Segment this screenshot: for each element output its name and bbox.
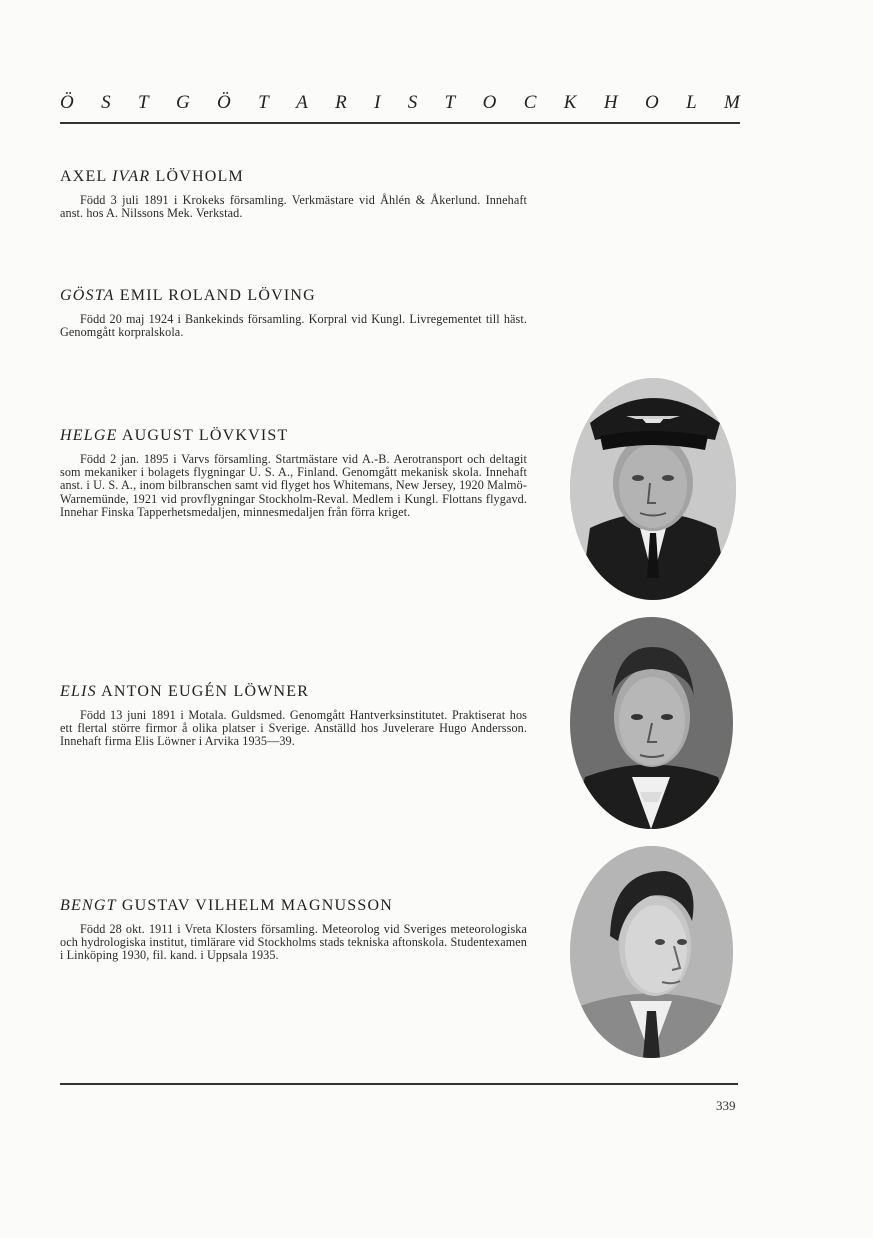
entry-loving xyxy=(60,287,527,339)
entry-bio: Född 13 juni 1891 i Motala. Guldsmed. Genomgått Hantverksinstitutet. Praktiserat hos ett flertal större firmor å olika platser i Sverige. Anställd hos Juvelerare Hugo Andersson. Innehaft firma Elis Löwner i Arvika 1935—39. xyxy=(60,708,527,749)
entry-magnusson xyxy=(60,897,527,963)
given-name-plain: AUGUST xyxy=(121,427,194,444)
surname: LÖVING xyxy=(247,287,316,304)
entry-name xyxy=(60,897,527,915)
given-name-italic: BENGT xyxy=(60,897,117,914)
entry-name xyxy=(60,427,527,445)
surname: LÖVKVIST xyxy=(198,427,289,444)
given-name-plain: EMIL ROLAND xyxy=(119,287,243,304)
entry-bio: Född 3 juli 1891 i Krokeks församling. Verkmästare vid Åhlén & Åkerlund. Innehaft anst. hos A. Nilssons Mek. Verkstad. xyxy=(60,193,527,221)
header-letter: O xyxy=(644,92,659,113)
header-letter: O xyxy=(482,92,497,113)
header-letter: T xyxy=(444,92,456,113)
header-letter: S xyxy=(101,92,111,113)
portrait-icon xyxy=(570,846,733,1058)
header-letter: T xyxy=(258,92,269,113)
entry-name xyxy=(60,168,527,186)
portrait-photo-magnusson xyxy=(570,846,733,1058)
header-letter: Ö xyxy=(60,92,74,113)
given-name-plain: ANTON EUGÉN xyxy=(101,683,229,700)
entry-lowner xyxy=(60,683,527,749)
given-name-italic: HELGE xyxy=(60,427,118,444)
given-name-italic: IVAR xyxy=(112,168,151,185)
portrait-icon xyxy=(570,617,733,829)
header-letter: G xyxy=(175,92,190,113)
header-rule xyxy=(60,122,740,124)
header-letter: K xyxy=(563,92,577,113)
given-name-plain: GUSTAV VILHELM xyxy=(121,897,276,914)
header-letter: I xyxy=(374,92,381,113)
entry-bio: Född 28 okt. 1911 i Vreta Klosters församling. Meteorolog vid Sveriges meteorologiska och hydrologiska institut, timlärare vid Stockholms stads tekniska aftonskola. Studentexamen i Linköping 1930, fil. kand. i Uppsala 1935. xyxy=(60,922,527,963)
header-letter: C xyxy=(523,92,537,113)
header-letter: L xyxy=(686,92,697,113)
portrait-photo-lovkvist xyxy=(570,378,736,600)
header-letter: R xyxy=(335,92,347,113)
header-letter: A xyxy=(296,92,308,113)
page-number: 339 xyxy=(716,1098,736,1113)
header-letter: Ö xyxy=(217,92,231,113)
surname: LÖWNER xyxy=(233,683,310,700)
given-name-plain: AXEL xyxy=(60,168,107,185)
portrait-photo-lowner xyxy=(570,617,733,829)
entry-lovkvist xyxy=(60,427,527,519)
entry-lovholm xyxy=(60,168,527,220)
header-letter: M xyxy=(724,92,740,113)
entry-bio: Född 2 jan. 1895 i Varvs församling. Startmästare vid A.-B. Aerotransport och deltagit som mekaniker i bolagets flygningar U. S. A., Finland. Genomgått mekanisk skola. Innehaft anst. i U. S. A., inom bilbranschen samt vid flyget hos Whitemans, New Jersey, 1920 Malmö-Warnemünde, 1921 vid provflygningar Stockholm-Reval. Medlem i Kungl. Flottans flygavd. Innehar Finska Tapperhetsmedaljen, minnesmedaljen från förra kriget. xyxy=(60,452,527,519)
entry-name xyxy=(60,287,527,305)
given-name-italic: GÖSTA xyxy=(60,287,115,304)
portrait-icon xyxy=(570,378,736,600)
running-header xyxy=(60,92,740,114)
header-letter: H xyxy=(603,92,618,113)
header-letter: S xyxy=(407,92,418,113)
surname: MAGNUSSON xyxy=(280,897,393,914)
entry-name xyxy=(60,683,527,701)
surname: LÖVHOLM xyxy=(155,168,244,185)
given-name-italic: ELIS xyxy=(60,683,97,700)
footer-rule xyxy=(60,1083,738,1085)
header-letter: T xyxy=(137,92,149,113)
entry-bio: Född 20 maj 1924 i Bankekinds församling. Korpral vid Kungl. Livregementet till häst. Genomgått korpralskola. xyxy=(60,312,527,340)
